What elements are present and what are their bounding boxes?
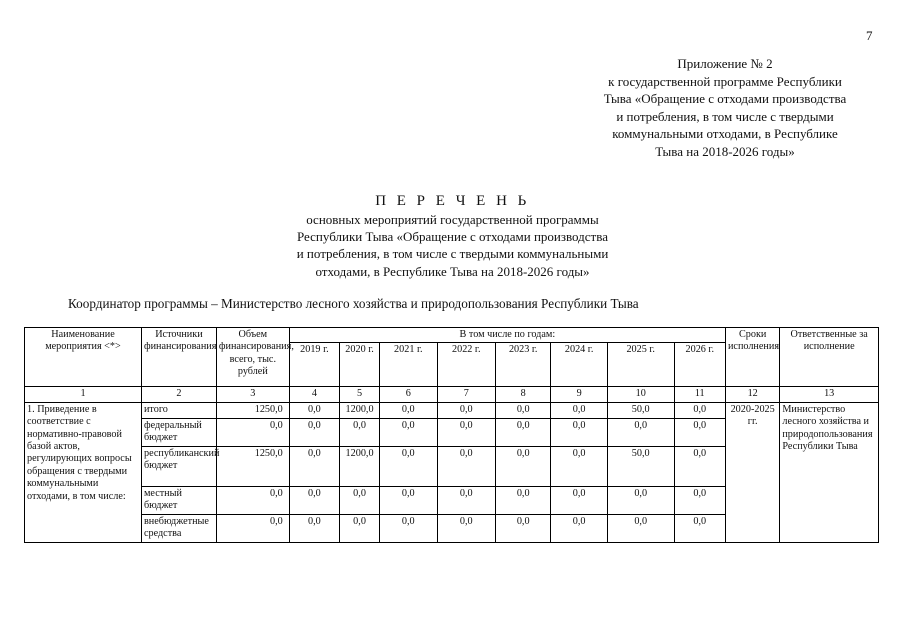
header-responsible: Ответственные за исполнение bbox=[780, 328, 879, 387]
funding-total: 0,0 bbox=[216, 486, 289, 514]
year-value: 0,0 bbox=[551, 486, 607, 514]
program-coordinator: Координатор программы – Министерство лесного хозяйства и природопользования Республики Тыва bbox=[68, 296, 639, 311]
year-value: 0,0 bbox=[496, 402, 551, 418]
table-header-row bbox=[25, 328, 879, 343]
funding-source: итого bbox=[141, 402, 216, 418]
year-value: 0,0 bbox=[674, 514, 725, 542]
funding-source: внебюджетные средства bbox=[141, 514, 216, 542]
measure-name: 1. Приведение в соответствие с нормативно-правовой базой актов, регулирующих вопросы обращения с твердыми коммунальными отходами, в том числе: bbox=[25, 402, 142, 542]
header-terms: Сроки исполнения bbox=[725, 328, 779, 387]
column-number: 4 bbox=[289, 387, 339, 402]
header-sources: Источники финансирования bbox=[141, 328, 216, 387]
column-number: 10 bbox=[607, 387, 674, 402]
heading-line: и потребления, в том числе с твердыми коммунальными bbox=[296, 246, 609, 262]
heading-line: отходами, в Республике Тыва на 2018-2026 годы» bbox=[315, 263, 590, 279]
year-value: 0,0 bbox=[340, 486, 380, 514]
appendix-line: и потребления, в том числе с твердыми bbox=[616, 108, 834, 124]
year-value: 0,0 bbox=[289, 418, 339, 446]
header-year: 2021 г. bbox=[380, 343, 437, 387]
document-title: П Е Р Е Ч Е Н Ь bbox=[375, 193, 530, 209]
year-value: 1200,0 bbox=[340, 446, 380, 486]
appendix-line: Тыва на 2018-2026 годы» bbox=[655, 143, 795, 159]
year-value: 0,0 bbox=[437, 514, 495, 542]
appendix-line: к государственной программе Республики bbox=[608, 73, 842, 89]
year-value: 50,0 bbox=[607, 446, 674, 486]
year-value: 0,0 bbox=[437, 446, 495, 486]
year-value: 0,0 bbox=[380, 418, 437, 446]
column-number: 8 bbox=[496, 387, 551, 402]
header-year: 2020 г. bbox=[340, 343, 380, 387]
year-value: 0,0 bbox=[437, 486, 495, 514]
year-value: 1200,0 bbox=[340, 402, 380, 418]
year-value: 0,0 bbox=[380, 486, 437, 514]
measure-responsible: Министерство лесного хозяйства и природопользования Республики Тыва bbox=[780, 402, 879, 542]
header-year: 2023 г. bbox=[496, 343, 551, 387]
column-numbers-row bbox=[25, 387, 879, 402]
appendix-caption bbox=[560, 55, 890, 161]
column-number: 7 bbox=[437, 387, 495, 402]
header-by-years: В том числе по годам: bbox=[289, 328, 725, 343]
measures-table bbox=[24, 327, 879, 543]
column-number: 5 bbox=[340, 387, 380, 402]
year-value: 0,0 bbox=[496, 418, 551, 446]
column-number: 13 bbox=[780, 387, 879, 402]
year-value: 0,0 bbox=[551, 446, 607, 486]
heading-line: Республики Тыва «Обращение с отходами производства bbox=[297, 229, 608, 245]
year-value: 0,0 bbox=[289, 486, 339, 514]
header-name: Наименование мероприятия <*> bbox=[25, 328, 142, 387]
year-value: 0,0 bbox=[380, 514, 437, 542]
year-value: 0,0 bbox=[551, 402, 607, 418]
year-value: 0,0 bbox=[437, 402, 495, 418]
year-value: 0,0 bbox=[496, 514, 551, 542]
column-number: 6 bbox=[380, 387, 437, 402]
header-year: 2025 г. bbox=[607, 343, 674, 387]
funding-total: 1250,0 bbox=[216, 446, 289, 486]
year-value: 0,0 bbox=[551, 514, 607, 542]
year-value: 0,0 bbox=[607, 418, 674, 446]
page-number: 7 bbox=[866, 28, 873, 43]
column-number: 9 bbox=[551, 387, 607, 402]
column-number: 3 bbox=[216, 387, 289, 402]
header-year: 2024 г. bbox=[551, 343, 607, 387]
funding-source: местный бюджет bbox=[141, 486, 216, 514]
year-value: 0,0 bbox=[674, 446, 725, 486]
year-value: 50,0 bbox=[607, 402, 674, 418]
funding-total: 0,0 bbox=[216, 514, 289, 542]
year-value: 0,0 bbox=[674, 418, 725, 446]
measure-terms: 2020-2025 гг. bbox=[725, 402, 779, 542]
funding-source: федеральный бюджет bbox=[141, 418, 216, 446]
year-value: 0,0 bbox=[289, 402, 339, 418]
column-number: 1 bbox=[25, 387, 142, 402]
appendix-line: Тыва «Обращение с отходами производства bbox=[603, 91, 847, 107]
year-value: 0,0 bbox=[437, 418, 495, 446]
year-value: 0,0 bbox=[289, 446, 339, 486]
year-value: 0,0 bbox=[551, 418, 607, 446]
funding-source: республиканский бюджет bbox=[141, 446, 216, 486]
header-year: 2019 г. bbox=[289, 343, 339, 387]
heading-line: основных мероприятий государственной программы bbox=[306, 212, 599, 227]
year-value: 0,0 bbox=[607, 514, 674, 542]
year-value: 0,0 bbox=[380, 402, 437, 418]
appendix-line: Приложение № 2 bbox=[677, 56, 773, 71]
year-value: 0,0 bbox=[496, 486, 551, 514]
year-value: 0,0 bbox=[340, 418, 380, 446]
funding-total: 0,0 bbox=[216, 418, 289, 446]
document-heading bbox=[180, 193, 725, 280]
appendix-line: коммунальными отходами, в Республике bbox=[612, 126, 838, 142]
year-value: 0,0 bbox=[607, 486, 674, 514]
header-year: 2022 г. bbox=[437, 343, 495, 387]
year-value: 0,0 bbox=[674, 402, 725, 418]
column-number: 2 bbox=[141, 387, 216, 402]
year-value: 0,0 bbox=[340, 514, 380, 542]
year-value: 0,0 bbox=[380, 446, 437, 486]
table-row bbox=[25, 402, 879, 418]
year-value: 0,0 bbox=[496, 446, 551, 486]
funding-total: 1250,0 bbox=[216, 402, 289, 418]
year-value: 0,0 bbox=[674, 486, 725, 514]
header-volume: Объем финансирования, всего, тыс. рублей bbox=[216, 328, 289, 387]
column-number: 12 bbox=[725, 387, 779, 402]
year-value: 0,0 bbox=[289, 514, 339, 542]
column-number: 11 bbox=[674, 387, 725, 402]
header-year: 2026 г. bbox=[674, 343, 725, 387]
